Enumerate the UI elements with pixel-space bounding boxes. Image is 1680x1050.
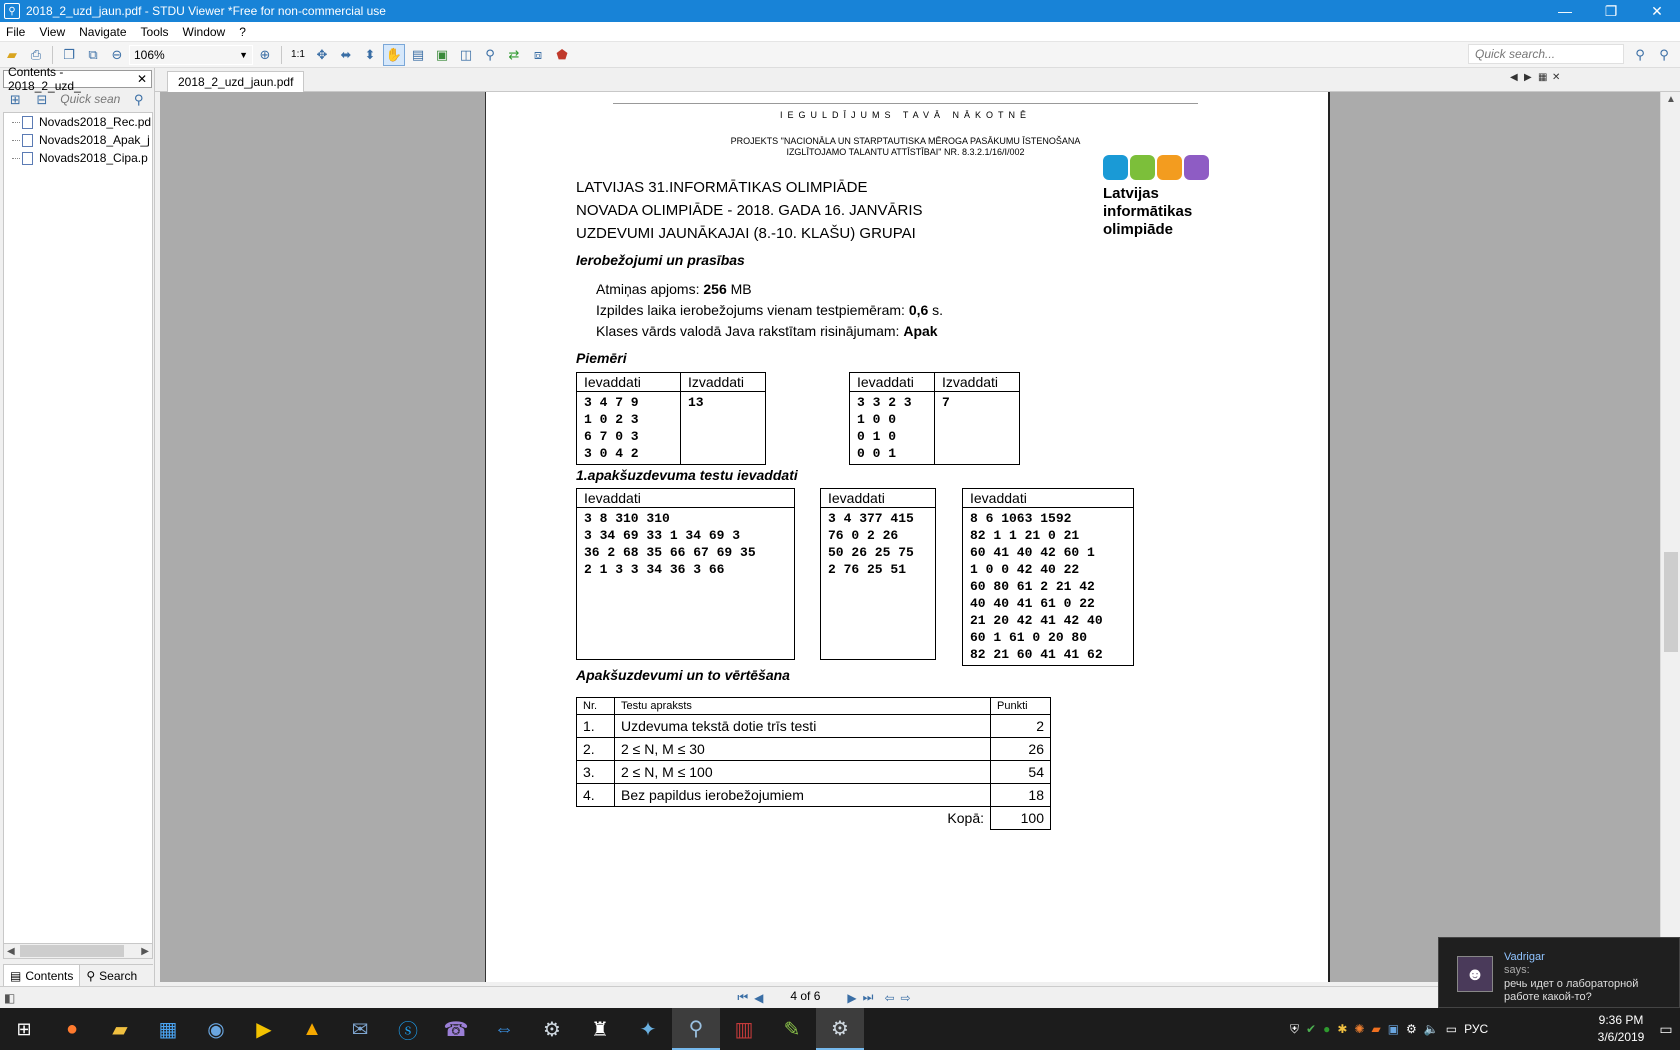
binoculars-icon[interactable]: ⚲ xyxy=(133,92,144,107)
tab-contents-label: Contents xyxy=(25,968,74,983)
panel-toggle-icon[interactable]: ◧ xyxy=(4,990,16,1005)
java-value: Apak xyxy=(903,323,938,339)
col-input-header: Ievaddati xyxy=(821,489,936,508)
menu-navigate[interactable]: Navigate xyxy=(79,24,127,39)
document-vertical-scrollbar[interactable] xyxy=(1660,92,1680,982)
tab-search[interactable] xyxy=(80,965,143,987)
search-next-icon[interactable]: ⚲ xyxy=(1659,47,1669,62)
zoom-in-icon[interactable]: ⊕ xyxy=(259,46,271,62)
test-3-input: 8 6 1063 1592 82 1 1 21 0 21 60 41 40 42 60 1 1 0 0 42 40 22 60 80 61 2 21 42 40 40 41 61 0 22 21 20 42 41 42 40 60 1 61 0 20 80 82 21 60 41 41 62 xyxy=(963,508,1134,666)
scroll-left-icon[interactable]: ◀ xyxy=(7,945,15,957)
left-panel-tabs xyxy=(3,964,153,986)
tray-app-icon[interactable]: ✱ xyxy=(1337,1022,1348,1036)
java-constraint xyxy=(596,321,943,342)
tree-item[interactable] xyxy=(4,113,152,131)
subtask1-test-table-1 xyxy=(576,488,795,660)
scoring-table xyxy=(576,697,1051,830)
logo-mark-purple xyxy=(1184,155,1209,180)
check-icon[interactable]: ✔ xyxy=(1306,1022,1317,1036)
contents-panel-header xyxy=(3,65,152,93)
close-button[interactable]: ✕ xyxy=(1651,2,1663,19)
toolbar-separator xyxy=(52,46,53,64)
document-viewport[interactable] xyxy=(160,92,1660,982)
document-icon xyxy=(22,116,33,129)
winrar-icon[interactable]: ▥ xyxy=(734,1018,754,1041)
hand-tool-icon[interactable]: ✋ xyxy=(383,44,405,66)
olympiad-logo xyxy=(1103,155,1223,239)
menu-window[interactable]: Window xyxy=(182,24,226,39)
subtask1-test-table-2 xyxy=(820,488,936,660)
logo-text-line: informātikas xyxy=(1103,203,1193,220)
java-label: Klases vārds valodā Java rakstītam risinājumam: xyxy=(596,323,904,339)
sync-icon[interactable]: ⇄ xyxy=(508,46,520,62)
volume-icon[interactable]: 🔈 xyxy=(1423,1022,1439,1036)
eu-header: IEGULDĪJUMS TAVĀ NĀKOTNĒ xyxy=(779,110,1032,120)
page-navigation-bar xyxy=(0,986,1680,1008)
logo-text-line: Latvijas xyxy=(1103,185,1159,202)
qbittorrent-icon[interactable]: ◉ xyxy=(207,1018,225,1041)
select-image-icon[interactable]: ▣ xyxy=(435,46,449,62)
tab-list-icon[interactable]: ▦ xyxy=(1538,72,1548,83)
logo-mark-blue xyxy=(1103,155,1128,180)
stdu-viewer-icon[interactable]: ⚲ xyxy=(672,1008,720,1050)
col-input-header: Ievaddati xyxy=(577,373,681,392)
expand-all-icon[interactable]: ⊞ xyxy=(9,92,21,107)
tab-contents[interactable] xyxy=(3,965,80,987)
restore-button[interactable]: ❐ xyxy=(1604,2,1618,19)
app-icon[interactable]: ✦ xyxy=(639,1018,657,1041)
total-value: 100 xyxy=(991,807,1051,830)
document-tab[interactable]: 2018_2_uzd_jaun.pdf xyxy=(167,71,304,92)
tree-item-label: Novads2018_Apak_j xyxy=(39,133,150,147)
clock-time: 9:36 PM xyxy=(1598,1013,1644,1027)
example-2-input: 3 3 2 3 1 0 0 0 1 0 0 0 1 xyxy=(850,392,935,465)
contents-icon: ▤ xyxy=(10,968,22,983)
header-rule xyxy=(613,103,1198,104)
toolbar-separator xyxy=(281,46,282,64)
steam-icon[interactable]: ⚙ xyxy=(543,1018,561,1041)
col-output-header: Izvaddati xyxy=(935,373,1020,392)
row-description: 2 ≤ N, M ≤ 100 xyxy=(615,761,991,784)
language-indicator[interactable]: РУС xyxy=(1464,1022,1489,1036)
zoom-out-icon[interactable]: ⊖ xyxy=(111,46,123,62)
file-explorer-icon[interactable]: ▰ xyxy=(112,1018,128,1041)
minimize-button[interactable]: — xyxy=(1558,3,1572,19)
steam-tray-icon[interactable]: ⚙ xyxy=(1406,1022,1417,1036)
viber-icon[interactable]: ☎ xyxy=(443,1018,469,1041)
print-icon[interactable]: ⎙ xyxy=(30,46,42,62)
tree-item-label: Novads2018_Rec.pd xyxy=(39,115,152,129)
next-page-icon[interactable]: ▶ xyxy=(847,990,857,1005)
contents-panel-toolbar xyxy=(0,88,154,112)
clock[interactable] xyxy=(1590,1012,1652,1046)
search-icon: ⚲ xyxy=(86,969,96,983)
row-nr: 3. xyxy=(577,761,615,784)
memory-constraint xyxy=(596,279,943,300)
row-nr: 4. xyxy=(577,784,615,807)
scrollbar-thumb[interactable] xyxy=(20,945,124,957)
tree-item[interactable] xyxy=(4,149,152,167)
total-row xyxy=(577,807,1051,830)
back-icon[interactable]: ⇦ xyxy=(884,990,895,1005)
scroll-up-icon[interactable]: ▲ xyxy=(1666,94,1676,105)
find-icon[interactable]: ⚲ xyxy=(485,46,495,62)
test-2-input: 3 4 377 415 76 0 2 26 50 26 25 75 2 76 25 51 xyxy=(821,508,936,660)
first-page-icon[interactable]: ⏮ xyxy=(737,990,749,1004)
search-prev-icon[interactable]: ⚲ xyxy=(1635,47,1645,62)
tab-scroll-left-icon[interactable]: ◀ xyxy=(1510,72,1518,83)
logo-marks xyxy=(1103,155,1223,181)
col-input-header: Ievaddati xyxy=(963,489,1134,508)
teamviewer-icon[interactable]: ⇔ xyxy=(494,1017,514,1040)
firefox-icon[interactable]: ● xyxy=(65,1017,79,1040)
title-bar xyxy=(0,0,1680,22)
time-label: Izpildes laika ierobežojums vienam testpiemēram: xyxy=(596,302,909,318)
notepad-icon[interactable]: ✎ xyxy=(783,1018,801,1041)
menu-view[interactable]: View xyxy=(39,24,66,39)
toolbar xyxy=(0,42,1680,68)
skype-icon[interactable]: ⓢ xyxy=(398,1020,418,1043)
contents-horizontal-scrollbar[interactable] xyxy=(3,943,153,959)
subtask1-test-table-3 xyxy=(962,488,1134,666)
vk-icon[interactable]: ✉ xyxy=(351,1018,369,1041)
memory-value: 256 xyxy=(703,281,727,297)
heading-line-2: NOVADA OLIMPIĀDE - 2018. GADA 16. JANVĀRIS xyxy=(576,202,923,219)
pages-icon[interactable]: ⧈ xyxy=(533,46,543,62)
fit-width-icon[interactable]: ⬌ xyxy=(340,46,352,62)
shield-icon[interactable]: ⛨ xyxy=(1290,1021,1300,1036)
scoring-title: Apakšuzdevumi un to vērtēšana xyxy=(576,667,790,683)
scrollbar-thumb[interactable] xyxy=(1664,552,1678,652)
col-output-header: Izvaddati xyxy=(681,373,766,392)
tray-app-icon[interactable]: ● xyxy=(1323,1022,1331,1036)
bookmark-icon[interactable]: ⬟ xyxy=(556,46,568,62)
project-line-1: PROJEKTS "NACIONĀLA UN STARPTAUTISKA MĒROGA PASĀKUMU ĪSTENOŠANA xyxy=(730,136,1081,146)
actual-size-icon[interactable]: 1:1 xyxy=(291,49,305,60)
export-icon[interactable]: ⧉ xyxy=(88,46,98,62)
tray-app-icon[interactable]: ▣ xyxy=(1387,1022,1400,1036)
chat-notification[interactable] xyxy=(1438,937,1680,1008)
example-1-input: 3 4 7 9 1 0 2 3 6 7 0 3 3 0 4 2 xyxy=(577,392,681,465)
table-row xyxy=(577,738,1051,761)
total-label: Kopā: xyxy=(947,810,984,827)
tray-app-icon[interactable]: ▰ xyxy=(1371,1022,1381,1036)
examples-title: Piemēri xyxy=(576,350,627,366)
row-nr: 2. xyxy=(577,738,615,761)
media-player-icon[interactable]: ▶ xyxy=(256,1018,272,1041)
aimp-icon[interactable]: ▲ xyxy=(302,1017,322,1040)
col-description-header: Testu apraksts xyxy=(615,698,991,715)
zoom-select[interactable] xyxy=(129,45,253,65)
constraints-title: Ierobežojumi un prasības xyxy=(576,252,745,268)
close-icon[interactable]: ✕ xyxy=(136,72,147,86)
menu-file[interactable]: File xyxy=(6,24,26,39)
tree-item[interactable] xyxy=(4,131,152,149)
notification-sender: Vadrigar xyxy=(1504,951,1545,963)
contents-tree xyxy=(3,112,153,947)
subtask1-title: 1.apakšuzdevuma testu ievaddati xyxy=(576,467,798,483)
document-tab-strip xyxy=(155,68,1680,92)
avatar: ☻ xyxy=(1457,956,1493,992)
col-nr-header: Nr. xyxy=(577,698,615,715)
window-title: 2018_2_uzd_jaun.pdf - STDU Viewer *Free for non-commercial use xyxy=(26,4,386,18)
row-description: Uzdevuma tekstā dotie trīs testi xyxy=(615,715,991,738)
fit-page-icon[interactable]: ✥ xyxy=(316,46,328,62)
tab-search-label: Search xyxy=(99,969,138,983)
table-row xyxy=(577,715,1051,738)
menu-tools[interactable]: Tools xyxy=(140,24,169,39)
row-points: 54 xyxy=(991,761,1051,784)
select-text-icon[interactable]: ▤ xyxy=(411,46,425,62)
scroll-right-icon[interactable]: ▶ xyxy=(141,945,149,957)
contents-panel xyxy=(0,65,155,988)
network-icon[interactable]: ▭ xyxy=(1445,1022,1458,1036)
open-folder-icon[interactable]: ▰ xyxy=(7,46,17,62)
row-nr: 1. xyxy=(577,715,615,738)
col-input-header: Ievaddati xyxy=(577,489,795,508)
row-description: 2 ≤ N, M ≤ 30 xyxy=(615,738,991,761)
clock-date: 3/6/2019 xyxy=(1597,1030,1645,1044)
document-icon xyxy=(22,134,33,147)
heading-line-3: UZDEVUMI JAUNĀKAJAI (8.-10. KLAŠU) GRUPAI xyxy=(576,225,916,242)
memory-unit: MB xyxy=(726,281,752,297)
test-1-input: 3 8 310 310 3 34 69 33 1 34 69 3 36 2 68 35 66 67 69 35 2 1 3 3 34 36 3 66 xyxy=(577,508,795,660)
table-row xyxy=(577,784,1051,807)
notification-says: says: xyxy=(1504,964,1530,976)
notification-message: речь идет о лабораторной работе какой-то? xyxy=(1504,978,1639,1003)
steam-chat-icon[interactable]: ⚙ xyxy=(816,1008,864,1050)
col-points-header: Punkti xyxy=(991,698,1051,715)
last-page-icon[interactable]: ⏭ xyxy=(862,990,874,1004)
quick-search-input[interactable]: Quick search... xyxy=(1468,44,1624,64)
logo-mark-green xyxy=(1130,155,1155,180)
document-icon xyxy=(22,152,33,165)
logo-mark-orange xyxy=(1157,155,1182,180)
tab-close-icon[interactable]: ✕ xyxy=(1552,72,1561,83)
example-2-output: 7 xyxy=(935,392,1020,465)
time-constraint xyxy=(596,300,943,321)
chevron-down-icon: ▼ xyxy=(239,49,248,60)
system-tray xyxy=(1290,1008,1488,1050)
time-unit: s. xyxy=(928,302,944,318)
collapse-all-icon[interactable]: ⊟ xyxy=(36,92,48,107)
game-icon[interactable]: ♜ xyxy=(591,1018,609,1041)
contents-panel-title: Contents - 2018_2_uzd_ xyxy=(8,65,81,93)
row-description: Bez papildus ierobežojumiem xyxy=(615,784,991,807)
menu-bar xyxy=(0,22,1680,42)
tray-app-icon[interactable]: ✺ xyxy=(1354,1022,1365,1036)
table-row xyxy=(577,761,1051,784)
memory-label: Atmiņas apjoms: xyxy=(596,281,704,297)
page-indicator[interactable]: 4 of 6 xyxy=(772,989,838,1007)
tree-item-label: Novads2018_Cipa.p xyxy=(39,151,148,165)
row-points: 26 xyxy=(991,738,1051,761)
fit-height-icon[interactable]: ⬍ xyxy=(364,46,376,62)
zoom-value: 106% xyxy=(134,47,165,62)
logo-text xyxy=(1103,185,1223,239)
snapshot-icon[interactable]: ◫ xyxy=(459,46,473,62)
row-points: 2 xyxy=(991,715,1051,738)
copy-page-icon[interactable]: ❐ xyxy=(63,46,75,62)
windows-start-icon[interactable]: ⊞ xyxy=(16,1018,32,1039)
forward-icon[interactable]: ⇨ xyxy=(900,990,911,1005)
prev-page-icon[interactable]: ◀ xyxy=(754,990,764,1005)
time-value: 0,6 xyxy=(908,302,929,318)
example-table-2 xyxy=(849,372,1020,465)
menu-help[interactable]: ? xyxy=(239,24,246,39)
col-input-header: Ievaddati xyxy=(850,373,935,392)
app-icon: ⚲ xyxy=(4,3,20,19)
heading-line-1: LATVIJAS 31.INFORMĀTIKAS OLIMPIĀDE xyxy=(576,179,868,196)
logo-text-line: olimpiāde xyxy=(1103,221,1174,238)
contents-search-input[interactable]: Quick sean xyxy=(60,92,121,106)
notification-center-icon[interactable]: ▭ xyxy=(1659,1020,1673,1037)
taskbar xyxy=(0,1008,1680,1050)
example-1-output: 13 xyxy=(681,392,766,465)
project-line-2: IZGLĪTOJAMO TALANTU ATTĪSTĪBAI" NR. 8.3.2.1/16/I/002 xyxy=(786,147,1025,157)
constraints-list xyxy=(596,279,943,342)
tab-scroll-right-icon[interactable]: ▶ xyxy=(1524,72,1532,83)
example-table-1 xyxy=(576,372,766,465)
row-points: 18 xyxy=(991,784,1051,807)
calculator-icon[interactable]: ▦ xyxy=(158,1018,178,1041)
page-heading xyxy=(576,176,923,245)
pdf-page xyxy=(485,92,1330,982)
